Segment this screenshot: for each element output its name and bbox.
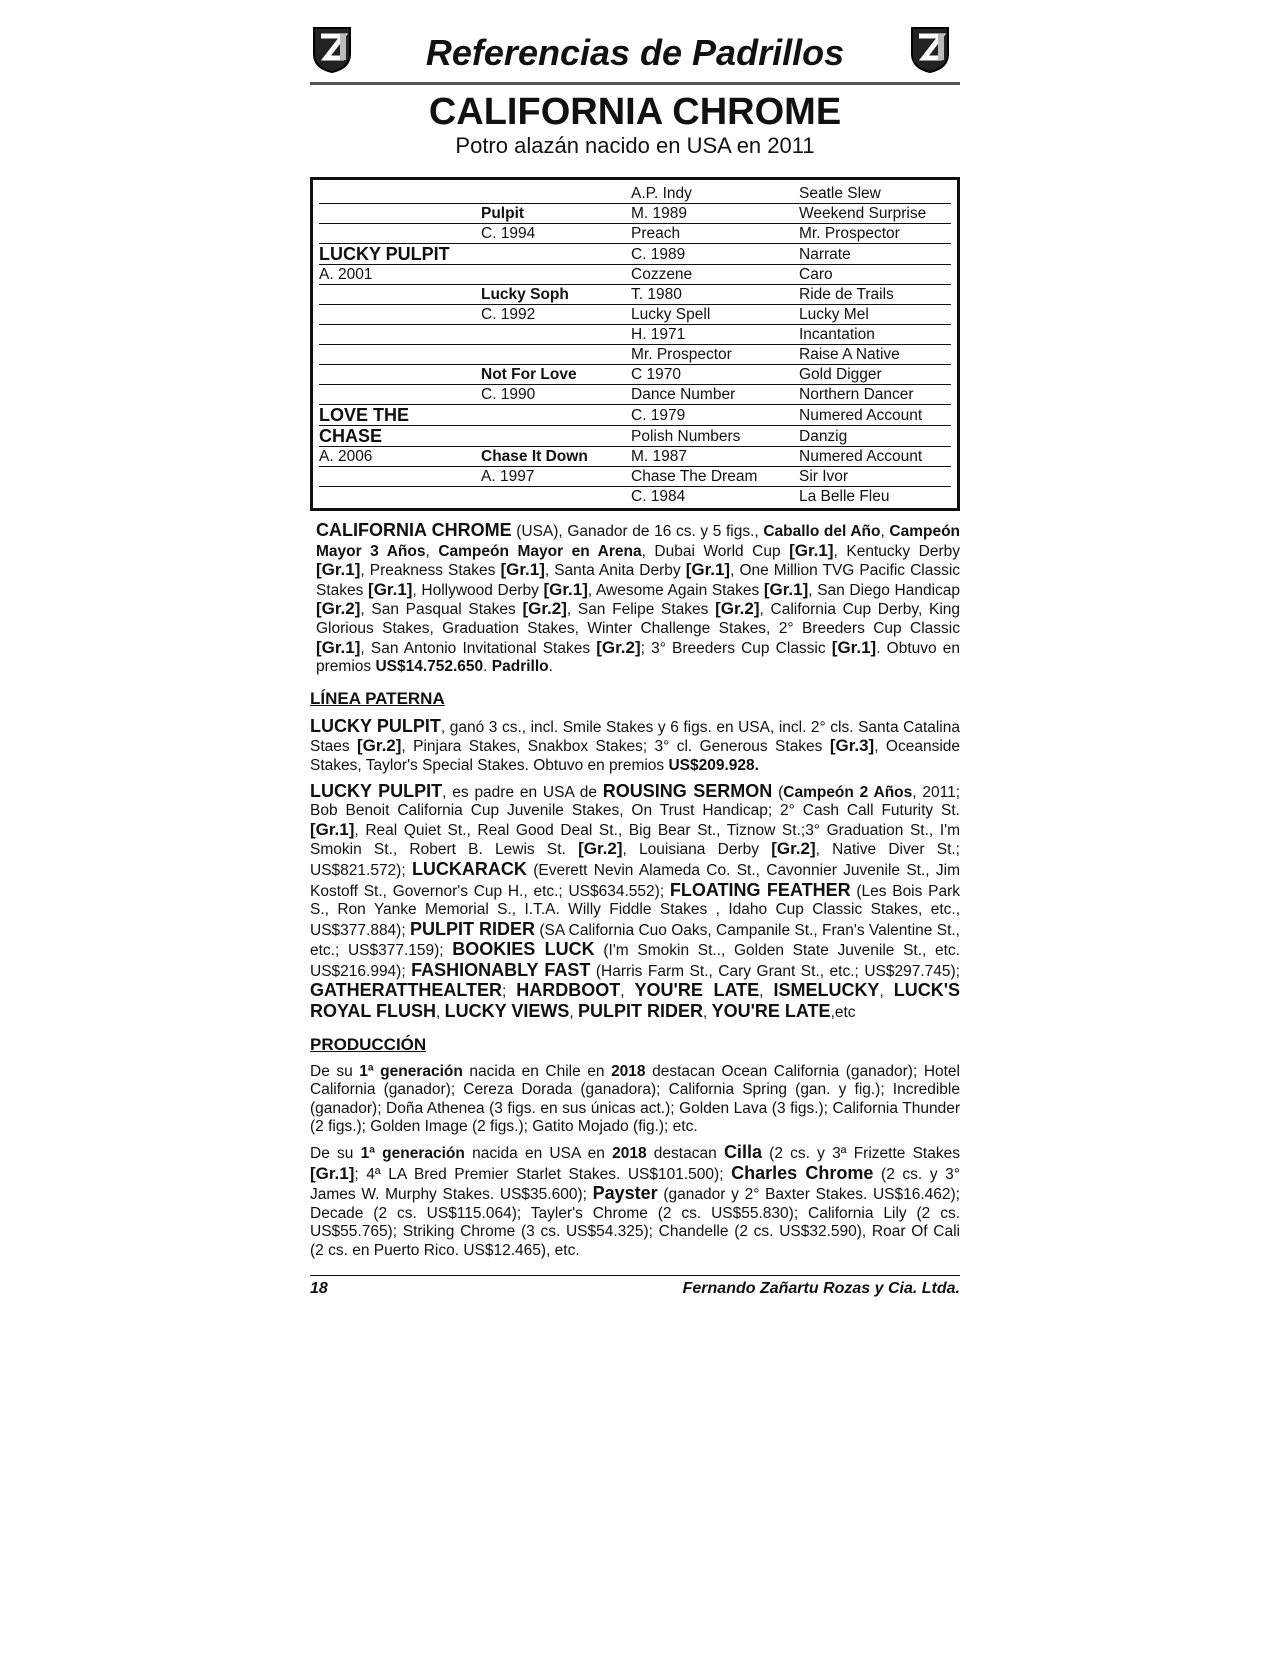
pedigree-cell: Lucky Mel [799, 306, 869, 323]
pedigree-cell: LOVE THE [319, 405, 410, 425]
page [310, 20, 960, 1298]
pedigree-cell: CHASE [319, 426, 383, 446]
pedigree-cell: Raise A Native [799, 346, 900, 363]
pedigree-cell: Not For Love [481, 366, 577, 383]
pedigree-row [319, 244, 951, 265]
pedigree-cell [319, 385, 481, 404]
pedigree-cell: Mr. Prospector [631, 346, 732, 363]
pedigree-cell [481, 345, 631, 364]
pedigree-cell [319, 325, 481, 344]
pedigree-row [319, 184, 951, 204]
pedigree-cell: C. 1990 [481, 386, 536, 403]
paternal-paragraph-1: LUCKY PULPIT, ganó 3 cs., incl. Smile Stakes y 6 figs. en USA, incl. 2° cls. Santa Catalina Staes [Gr.2], Pinjara Stakes, Snakbox Stakes; 3° cl. Generous Stakes [Gr.3], Oceanside Stakes, Taylor's Special Stakes. Obtuvo en premios US$209.928. [310, 715, 960, 774]
pedigree-cell: Preach [631, 225, 681, 242]
pedigree-cell [319, 184, 481, 203]
pedigree-cell: A. 2001 [319, 266, 373, 283]
pedigree-cell [319, 305, 481, 324]
page-header [310, 20, 960, 85]
pedigree-cell: Numered Account [799, 407, 923, 424]
pedigree-cell: Northern Dancer [799, 386, 914, 403]
pedigree-cell: Lucky Soph [481, 286, 569, 303]
pedigree-cell: Ride de Trails [799, 286, 894, 303]
pedigree-row [319, 487, 951, 506]
pedigree-table [310, 177, 960, 511]
pedigree-cell: Chase The Dream [631, 468, 758, 485]
pedigree-cell: Pulpit [481, 205, 525, 222]
pedigree-cell: A. 1997 [481, 468, 535, 485]
pedigree-row [319, 325, 951, 345]
pedigree-cell [481, 405, 631, 425]
pedigree-cell: A. 2006 [319, 448, 373, 465]
pedigree-cell [481, 487, 631, 506]
pedigree-row [319, 385, 951, 405]
pedigree-cell: C. 1984 [631, 488, 686, 505]
publisher-name: Fernando Zañartu Rozas y Cia. Ltda. [682, 1279, 960, 1297]
pedigree-cell: M. 1987 [631, 448, 688, 465]
pedigree-cell [481, 244, 631, 264]
pedigree-cell [319, 224, 481, 243]
pedigree-row [319, 285, 951, 305]
section-heading-paternal: LÍNEA PATERNA [310, 688, 445, 708]
page-number: 18 [310, 1279, 328, 1297]
pedigree-cell: C. 1979 [631, 407, 686, 424]
header-title: Referencias de Padrillos [425, 32, 845, 73]
paternal-paragraph-2: LUCKY PULPIT, es padre en USA de ROUSING SERMON (Campeón 2 Años, 2011; Bob Benoit California Cup Juvenile Stakes, On Trust Handicap; 2° Cash Call Futurity St. [Gr.1], Real Quiet St., Real Good Deal St., Big Bear St., Tiznow St.;3° Graduation St., I'm Smokin St., Robert B. Lewis St. [Gr.2], Louisiana Derby [Gr.2], Native Diver St.; US$821.572); LUCKARACK (Everett Nevin Alameda Co. St., Cavonnier Juvenile St., Jim Kostoff St., Governor's Cup H., etc.; US$634.552); FLOATING FEATHER (Les Bois Park S., Ron Yanke Memorial S., I.T.A. Willy Fiddle Stakes , Idaho Cup Classic Stakes, etc., US$377.884); PULPIT RIDER (SA California Cuo Oaks, Campanile St., Fran's Valentine St., etc.; US$377.159); BOOKIES LUCK (I'm Smokin St.., Golden State Juvenile St., etc. US$216.994); FASHIONABLY FAST (Harris Farm St., Cary Grant St., etc.; US$297.745); GATHERATTHEALTER; HARDBOOT, YOU'RE LATE, ISMELUCKY, LUCK'S ROYAL FLUSH, LUCKY VIEWS, PULPIT RIDER, YOU'RE LATE,etc [310, 780, 961, 1022]
pedigree-cell: LUCKY PULPIT [319, 244, 450, 264]
pedigree-cell [319, 285, 481, 304]
pedigree-cell: Caro [799, 266, 833, 283]
pedigree-cell [319, 345, 481, 364]
pedigree-cell [481, 426, 631, 446]
pedigree-cell: C 1970 [631, 366, 681, 383]
page-footer [310, 1275, 960, 1298]
pedigree-row [319, 224, 951, 244]
pedigree-row [319, 447, 951, 467]
pedigree-cell [319, 467, 481, 486]
pedigree-cell: H. 1971 [631, 326, 686, 343]
production-paragraph-1: De su 1ª generación nacida en Chile en 2018 destacan Ocean California (ganador); Hotel California (ganador); Cereza Dorada (ganadora); California Spring (gan. y fig.); Incredible (ganador); Doña Athenea (3 figs. en sus únicas act.); Golden Lava (3 figs.); California Thunder (2 figs.); Golden Image (2 figs.); Gatito Mojado (fig.); etc. [310, 1062, 960, 1136]
pedigree-cell [481, 325, 631, 344]
intro-paragraph: CALIFORNIA CHROME (USA), Ganador de 16 cs. y 5 figs., Caballo del Año, Campeón Mayor 3 Años, Campeón Mayor en Arena, Dubai World Cup [Gr.1], Kentucky Derby [Gr.1], Preakness Stakes [Gr.1], Santa Anita Derby [Gr.1], One Million TVG Pacific Classic Stakes [Gr.1], Hollywood Derby [Gr.1], Awesome Again Stakes [Gr.1], San Diego Handicap [Gr.2], San Pasqual Stakes [Gr.2], San Felipe Stakes [Gr.2], California Cup Derby, King Glorious Stakes, Graduation Stakes, Winter Challenge Stakes, 2° Breeders Cup Classic [Gr.1], San Antonio Invitational Stakes [Gr.2]; 3° Breeders Cup Classic [Gr.1]. Obtuvo en premios US$14.752.650. Padrillo. [316, 520, 961, 676]
pedigree-cell: Danzig [799, 428, 848, 445]
pedigree-cell: Lucky Spell [631, 306, 711, 323]
pedigree-cell: M. 1989 [631, 205, 688, 222]
pedigree-row [319, 365, 951, 385]
pedigree-row [319, 265, 951, 285]
pedigree-row [319, 467, 951, 487]
pedigree-cell: A.P. Indy [631, 185, 692, 202]
pedigree-cell [319, 365, 481, 384]
pedigree-cell: Incantation [799, 326, 875, 343]
pedigree-cell: Polish Numbers [631, 428, 741, 445]
pedigree-cell: Mr. Prospector [799, 225, 900, 242]
pedigree-cell: Numered Account [799, 448, 923, 465]
horse-name: CALIFORNIA CHROME [428, 91, 842, 133]
pedigree-cell: Seatle Slew [799, 185, 881, 202]
section-heading-production: PRODUCCIÓN [310, 1034, 427, 1054]
production-paragraph-2: De su 1ª generación nacida en USA en 2018 destacan Cilla (2 cs. y 3ª Frizette Stakes [Gr.1]; 4ª LA Bred Premier Starlet Stakes. US$101.500); Charles Chrome (2 cs. y 3° James W. Murphy Stakes. US$35.600); Payster (ganador y 2° Baxter Stakes. US$16.462); Decade (2 cs. US$115.064); Tayler's Chrome (2 cs. US$55.830); California Lily (2 cs. US$55.765); Striking Chrome (3 cs. US$54.325); Chandelle (2 cs. US$32.590), Roar Of Cali (2 cs. en Puerto Rico. US$12.465), etc. [310, 1142, 961, 1259]
pedigree-cell: Dance Number [631, 386, 736, 403]
shield-logo-icon [908, 24, 954, 74]
pedigree-cell [481, 265, 631, 284]
pedigree-cell: Narrate [799, 246, 851, 263]
pedigree-cell: C. 1994 [481, 225, 536, 242]
pedigree-row [319, 204, 951, 224]
pedigree-cell: C. 1989 [631, 246, 686, 263]
pedigree-row [319, 345, 951, 365]
pedigree-cell: C. 1992 [481, 306, 536, 323]
pedigree-cell: Cozzene [631, 266, 693, 283]
pedigree-cell: Chase It Down [481, 448, 588, 465]
pedigree-row [319, 426, 951, 447]
pedigree-cell [481, 184, 631, 203]
pedigree-cell: Sir Ivor [799, 468, 849, 485]
horse-subtitle: Potro alazán nacido en USA en 2011 [455, 133, 815, 158]
pedigree-row [319, 305, 951, 325]
pedigree-cell: Gold Digger [799, 366, 882, 383]
pedigree-cell: La Belle Fleu [799, 488, 890, 505]
pedigree-cell: Weekend Surprise [799, 205, 927, 222]
pedigree-cell: T. 1980 [631, 286, 682, 303]
pedigree-cell [319, 487, 481, 506]
pedigree-row [319, 405, 951, 426]
pedigree-cell [319, 204, 481, 223]
